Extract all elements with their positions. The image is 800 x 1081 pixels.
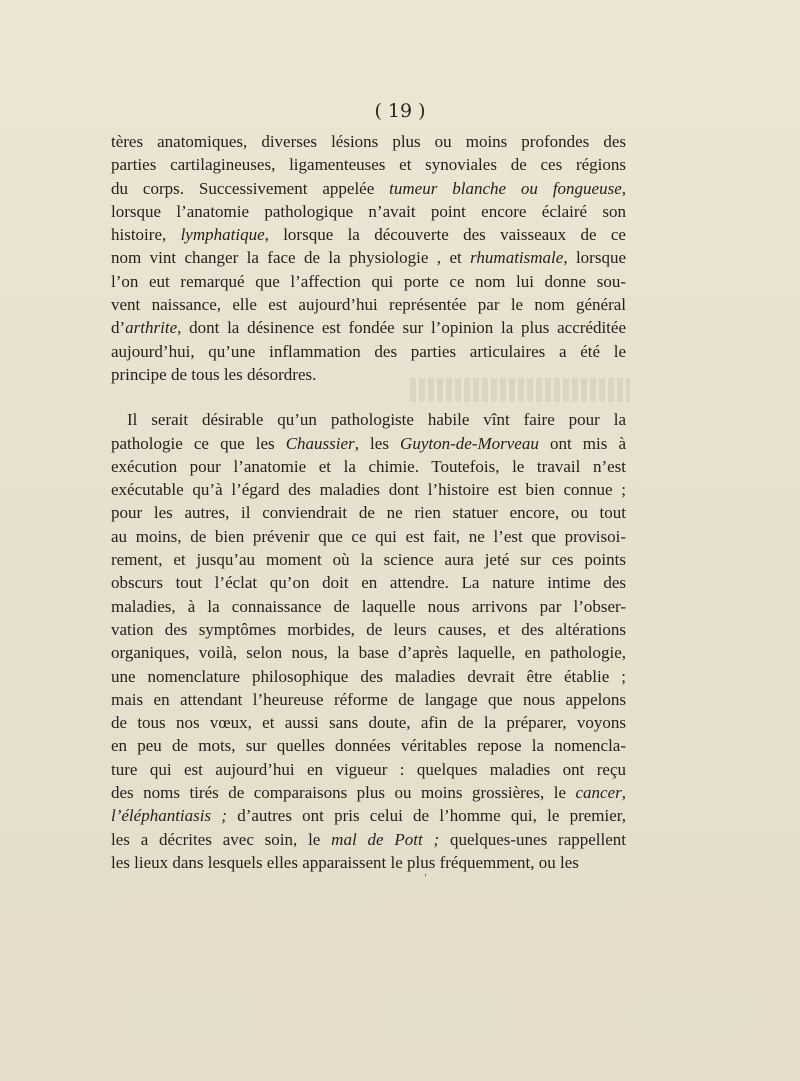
text-run: des noms tirés de comparaisons plus ou moins grossières, le	[111, 783, 576, 803]
text-line	[111, 200, 626, 223]
text-run: maladies, à la connaissance de laquelle nous arrivons par l’obser-	[111, 596, 626, 616]
text-line	[111, 408, 626, 431]
text-run: rement, et jusqu’au moment où la science aura jeté sur ces points	[111, 550, 626, 570]
text-line	[111, 688, 626, 711]
text-run: vation des symptômes morbides, de leurs causes, et des altérations	[111, 619, 626, 639]
text-run: organiques, voilà, selon nous, la base d’après laquelle, en pathologie,	[111, 643, 626, 663]
text-line	[111, 758, 626, 781]
text-run: mais en attendant l’heureuse réforme de langage que nous appelons	[111, 689, 626, 709]
text-run: lorsque l’anatomie pathologique n’avait point encore éclairé son	[111, 201, 626, 221]
text-line	[111, 618, 626, 641]
text-run: obscurs tout l’éclat qu’on doit en attendre. La nature intime des	[111, 573, 626, 593]
text-run: vent naissance, elle est aujourd’hui représentée par le nom général	[111, 295, 626, 315]
text-run: l’on eut remarqué que l’affection qui porte ce nom lui donne sou-	[111, 271, 626, 291]
italic-term: lymphatique	[180, 225, 265, 245]
text-line	[111, 246, 626, 269]
text-line	[111, 525, 626, 548]
text-run: quelques-unes rappellent	[439, 829, 626, 849]
paragraph-gap	[111, 386, 626, 408]
text-run: histoire,	[111, 225, 181, 245]
text-run: nom vint changer la face de la physiologie , et	[111, 248, 471, 268]
text-line	[111, 432, 626, 455]
text-line	[111, 548, 626, 571]
body-text	[111, 130, 626, 874]
text-line	[111, 781, 626, 804]
italic-term: tumeur blanche ou fongueuse	[389, 178, 622, 198]
text-run: d’autres ont pris celui de l’homme qui, le premier,	[226, 806, 627, 826]
text-run: , lorsque la découverte des vaisseaux de ce	[264, 225, 626, 245]
text-line	[111, 177, 626, 200]
text-run: en peu de mots, sur quelles données véritables repose la nomencla-	[111, 736, 626, 756]
text-line	[111, 734, 626, 757]
text-run: exécutable qu’à l’égard des maladies dont l’histoire est bien connue ;	[111, 480, 626, 500]
text-line	[111, 828, 626, 851]
text-run: pathologie ce que les	[111, 433, 286, 453]
text-run: une nomenclature philosophique des maladies devrait être établie ;	[111, 666, 626, 686]
text-line	[111, 293, 626, 316]
text-line	[111, 223, 626, 246]
italic-term: mal de Pott ;	[331, 829, 440, 849]
text-run: tères anatomiques, diverses lésions plus ou moins profondes des	[111, 132, 626, 151]
italic-term: l’éléphantiasis ;	[111, 806, 227, 826]
text-run: ,	[621, 783, 626, 803]
text-run: d’	[111, 318, 126, 338]
text-line	[111, 270, 626, 293]
text-run: les lieux dans lesquels elles apparaissent le plus fréquemment, ou les	[111, 852, 579, 872]
italic-term: Chaussier	[285, 433, 355, 453]
paragraph	[111, 130, 626, 386]
text-line	[111, 595, 626, 618]
italic-term: Guyton-de-Morveau	[400, 433, 539, 453]
text-line	[111, 804, 626, 827]
text-line	[111, 363, 626, 386]
text-run: aujourd’hui, qu’une inflammation des parties articulaires a été le	[111, 341, 626, 361]
text-run: parties cartilagineuses, ligamenteuses et synoviales de ces régions	[111, 155, 626, 175]
text-run: ont mis à	[538, 433, 626, 453]
text-run: les a décrites avec soin, le	[111, 829, 332, 849]
text-line	[111, 316, 626, 339]
text-run: du corps. Successivement appelée	[111, 178, 390, 198]
text-line	[111, 455, 626, 478]
text-line	[111, 711, 626, 734]
text-run: , les	[354, 433, 401, 453]
text-line	[111, 130, 626, 153]
paragraph	[111, 408, 626, 874]
text-line	[111, 478, 626, 501]
italic-term: arthrite	[125, 318, 178, 338]
text-line	[111, 851, 626, 874]
text-run: pour les autres, il conviendrait de ne rien statuer encore, ou tout	[111, 503, 626, 523]
text-run: , lorsque	[563, 248, 626, 268]
text-run: ,	[621, 178, 627, 198]
italic-term: cancer	[575, 783, 622, 803]
text-run: Il serait désirable qu’un pathologiste habile vînt faire pour la	[127, 410, 626, 430]
paper-speck: ʹ	[424, 873, 428, 886]
text-run: , dont la désinence est fondée sur l’opinion la plus accréditée	[177, 318, 626, 338]
italic-term: rhumatismale	[470, 248, 564, 268]
text-line	[111, 501, 626, 524]
text-line	[111, 641, 626, 664]
text-run: ture qui est aujourd’hui en vigueur : quelques maladies ont reçu	[111, 759, 626, 779]
text-run: principe de tous les désordres.	[111, 364, 317, 384]
text-run: de tous nos vœux, et aussi sans doute, afin de la préparer, voyons	[111, 713, 626, 733]
text-line	[111, 153, 626, 176]
text-line	[111, 571, 626, 594]
text-run: au moins, de bien prévenir que ce qui est fait, ne l’est que provisoi-	[111, 526, 626, 546]
page-number: ( 19 )	[374, 100, 426, 122]
text-line	[111, 665, 626, 688]
text-run: exécution pour l’anatomie et la chimie. Toutefois, le travail n’est	[111, 456, 626, 476]
text-line	[111, 340, 626, 363]
